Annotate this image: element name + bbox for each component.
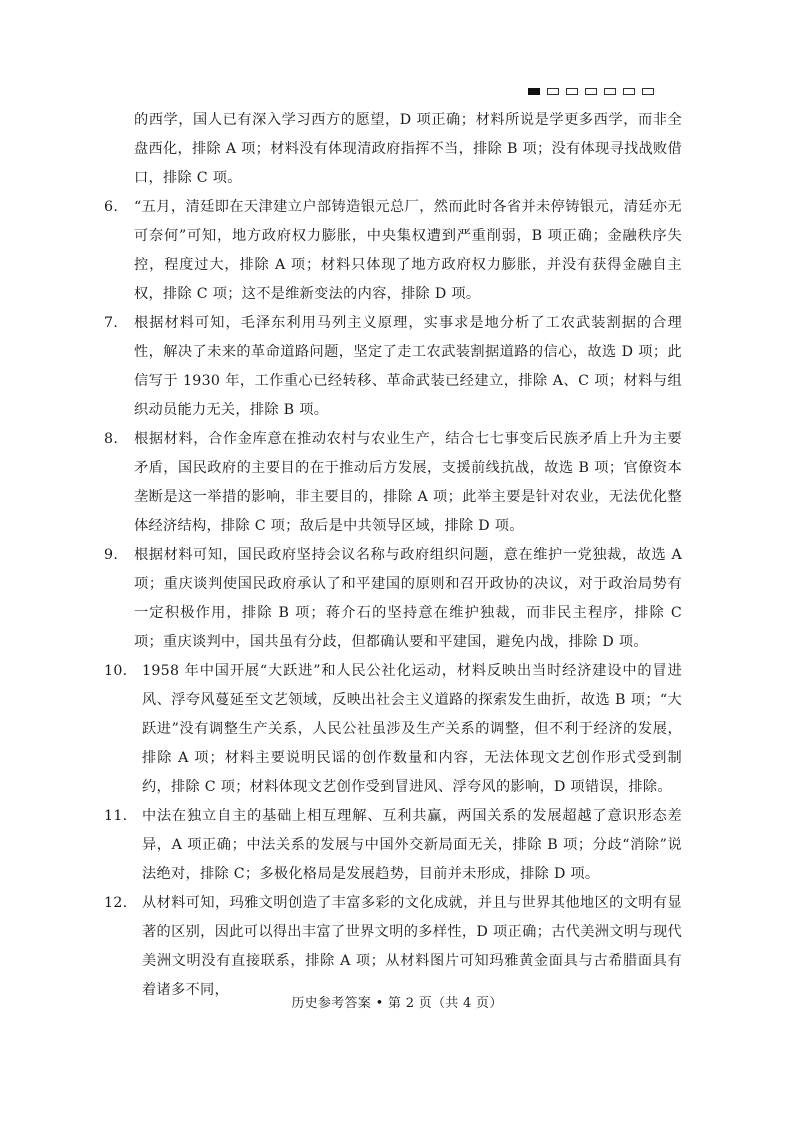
item-number: 6. — [104, 199, 119, 215]
answer-item-7 — [104, 309, 682, 425]
item-text: “五月，清廷即在天津建立户部铸造银元总厂，然而此时各省并未停铸银元，清廷亦无可奈何”可知，地方政府权力膨胀，中央集权遭到严重削弱，B 项正确；金融秩序失控，程度过大，排除 A 项；材料只体现了地方政府权力膨胀，并没有获得金融自主权，排除 C 项；这不是维新变法的内容，排除 D 项。 — [134, 199, 682, 302]
answer-item-10 — [104, 657, 682, 802]
answer-item-6 — [104, 193, 682, 309]
item-number: 11. — [104, 808, 128, 824]
answer-content — [104, 106, 682, 1005]
item-number: 9. — [104, 547, 119, 563]
item-text: 根据材料可知，国民政府坚持会议名称与政府组织问题，意在维护一党独裁，故选 A 项；重庆谈判使国民政府承认了和平建国的原则和召开政协的决议，对于政治局势有一定积极作用，排除 B 项；蒋介石的坚持意在维护独裁，而非民主程序，排除 C 项；重庆谈判中，国共虽有分歧，但都确认要和平建国，避免内战，排除 D 项。 — [134, 547, 682, 650]
item-text: 1958 年中国开展“大跃进”和人民公社化运动，材料反映出当时经济建设中的冒进风、浮夸风蔓延至文艺领域，反映出社会主义道路的探索发生曲折，故选 B 项；“大跃进”没有调整生产关系，人民公社虽涉及生产关系的调整，但不利于经济的发展，排除 A 项；材料主要说明民谣的创作数量和内容，无法体现文艺创作形式受到制约，排除 C 项；材料体现文艺创作受到冒进风、浮夸风的影响，D 项错误，排除。 — [142, 663, 682, 795]
page-marker — [604, 88, 616, 95]
continuation-paragraph: 的西学，国人已有深入学习西方的愿望，D 项正确；材料所说是学更多西学，而非全盘西化，排除 A 项；材料没有体现清政府指挥不当，排除 B 项；没有体现寻找战败借口，排除 C 项。 — [134, 112, 682, 186]
item-number: 8. — [104, 431, 119, 447]
answer-item-11 — [104, 802, 682, 889]
page-indicator — [528, 88, 654, 95]
page-marker — [566, 88, 578, 95]
page-footer: 历史参考答案 • 第 2 页（共 4 页） — [291, 996, 503, 1011]
answer-item-12 — [104, 889, 682, 1005]
page-marker-active — [528, 88, 540, 95]
item-number: 10. — [104, 663, 128, 679]
item-number: 12. — [104, 895, 128, 911]
answer-item-8 — [104, 425, 682, 541]
item-text: 根据材料可知，毛泽东利用马列主义原理，实事求是地分析了工农武装割据的合理性，解决了未来的革命道路问题，坚定了走工农武装割据道路的信心，故选 D 项；此信写于 1930 年，工作重心已经转移、革命武装已经建立，排除 A、C 项；材料与组织动员能力无关，排除 B 项。 — [134, 315, 682, 418]
item-text: 中法在独立自主的基础上相互理解、互利共赢，两国关系的发展超越了意识形态差异，A 项正确；中法关系的发展与中国外交新局面无关，排除 B 项；分歧“消除”说法绝对，排除 C；多极化格局是发展趋势，目前并未形成，排除 D 项。 — [142, 808, 682, 882]
page-marker — [623, 88, 635, 95]
item-number: 7. — [104, 315, 119, 331]
page-marker — [547, 88, 559, 95]
answer-item-9 — [104, 541, 682, 657]
item-text: 根据材料，合作金库意在推动农村与农业生产，结合七七事变后民族矛盾上升为主要矛盾，国民政府的主要目的在于推动后方发展，支援前线抗战，故选 B 项；官僚资本垄断是这一举措的影响，非主要目的，排除 A 项；此举主要是针对农业，无法优化整体经济结构，排除 C 项；敌后是中共领导区域，排除 D 项。 — [134, 431, 682, 534]
page-marker — [585, 88, 597, 95]
item-text: 从材料可知，玛雅文明创造了丰富多彩的文化成就，并且与世界其他地区的文明有显著的区别，因此可以得出丰富了世界文明的多样性，D 项正确；古代美洲文明与现代美洲文明没有直接联系，排除 A 项；从材料图片可知玛雅黄金面具与古希腊面具有着诸多不同， — [142, 895, 682, 998]
page-marker — [642, 88, 654, 95]
